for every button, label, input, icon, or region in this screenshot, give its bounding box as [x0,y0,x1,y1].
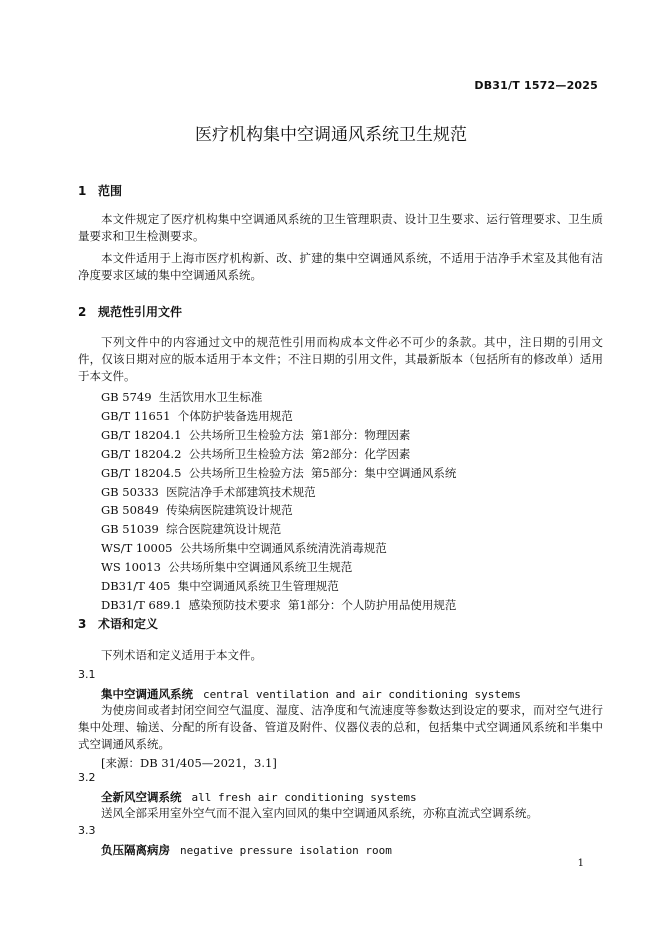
section-title: 范围 [98,184,123,198]
term-english: all fresh air conditioning systems [191,791,417,804]
section-3-intro: 下列术语和定义适用于本文件。 [101,648,262,662]
term-number: 3.1 [78,668,96,681]
term-number: 3.3 [78,824,96,837]
section-2-heading [78,303,182,320]
term-definition: 送风全部采用室外空气而不混入室内回风的集中空调通风系统，亦称直流式空调系统。 [101,806,538,820]
reference-item: WS/T 10005 公共场所集中空调通风系统清洗消毒规范 [101,541,387,556]
term-english: negative pressure isolation room [180,844,392,857]
reference-item: GB/T 11651 个体防护装备选用规范 [101,408,293,423]
term-entry [101,686,521,702]
term-english: central ventilation and air conditioning systems [203,688,521,701]
reference-item: GB 50849 传染病医院建筑设计规范 [101,503,293,518]
document-title: 医疗机构集中空调通风系统卫生规范 [195,125,467,145]
section-number: 1 [78,184,87,198]
reference-item: GB 51039 综合医院建筑设计规范 [101,522,282,537]
section-number: 3 [78,617,87,631]
reference-item: GB/T 18204.1 公共场所卫生检验方法 第1部分：物理因素 [101,427,411,442]
reference-item: GB 50333 医院洁净手术部建筑技术规范 [101,484,316,499]
section-2-paragraph-1: 下列文件中的内容通过文中的规范性引用而构成本文件必不可少的条款。其中，注日期的引用文件，仅该日期对应的版本适用于本文件；不注日期的引用文件，其最新版本（包括所有的修改单）适用于本文件。 [78,335,603,383]
section-3-heading [78,615,158,632]
term-chinese: 集中空调通风系统 [101,687,193,701]
term-entry [101,789,417,805]
section-title: 规范性引用文件 [98,305,183,319]
term-number: 3.2 [78,771,96,784]
section-number: 2 [78,305,87,319]
section-1-heading [78,182,122,199]
reference-item: DB31/T 689.1 感染预防技术要求 第1部分：个人防护用品使用规范 [101,597,457,612]
normative-references-list [101,388,456,615]
reference-item: DB31/T 405 集中空调通风系统卫生管理规范 [101,579,339,594]
section-1-paragraph-1: 本文件规定了医疗机构集中空调通风系统的卫生管理职责、设计卫生要求、运行管理要求、卫生质量要求和卫生检测要求。 [78,212,603,243]
reference-item: WS 10013 公共场所集中空调通风系统卫生规范 [101,560,353,575]
reference-item: GB/T 18204.2 公共场所卫生检验方法 第2部分：化学因素 [101,446,411,461]
reference-item: GB/T 18204.5 公共场所卫生检验方法 第5部分：集中空调通风系统 [101,465,457,480]
term-chinese: 全新风空调系统 [101,790,182,804]
reference-item: GB 5749 生活饮用水卫生标准 [101,390,263,404]
section-title: 术语和定义 [98,617,159,631]
page-number: 1 [577,858,584,869]
term-definition: 为使房间或者封闭空间空气温度、湿度、洁净度和气流速度等参数达到设定的要求，而对空气进行集中处理、输送、分配的所有设备、管道及附件、仪器仪表的总和，包括集中式空调通风系统和半集中式空调通风系统。 [78,703,603,751]
document-code: DB31/T 1572—2025 [474,79,598,92]
section-1-paragraph-2: 本文件适用于上海市医疗机构新、改、扩建的集中空调通风系统，不适用于洁净手术室及其他有洁净度要求区域的集中空调通风系统。 [78,251,603,282]
term-entry [101,842,392,858]
term-chinese: 负压隔离病房 [101,843,170,857]
term-source: [来源：DB 31/405—2021，3.1] [101,756,277,770]
